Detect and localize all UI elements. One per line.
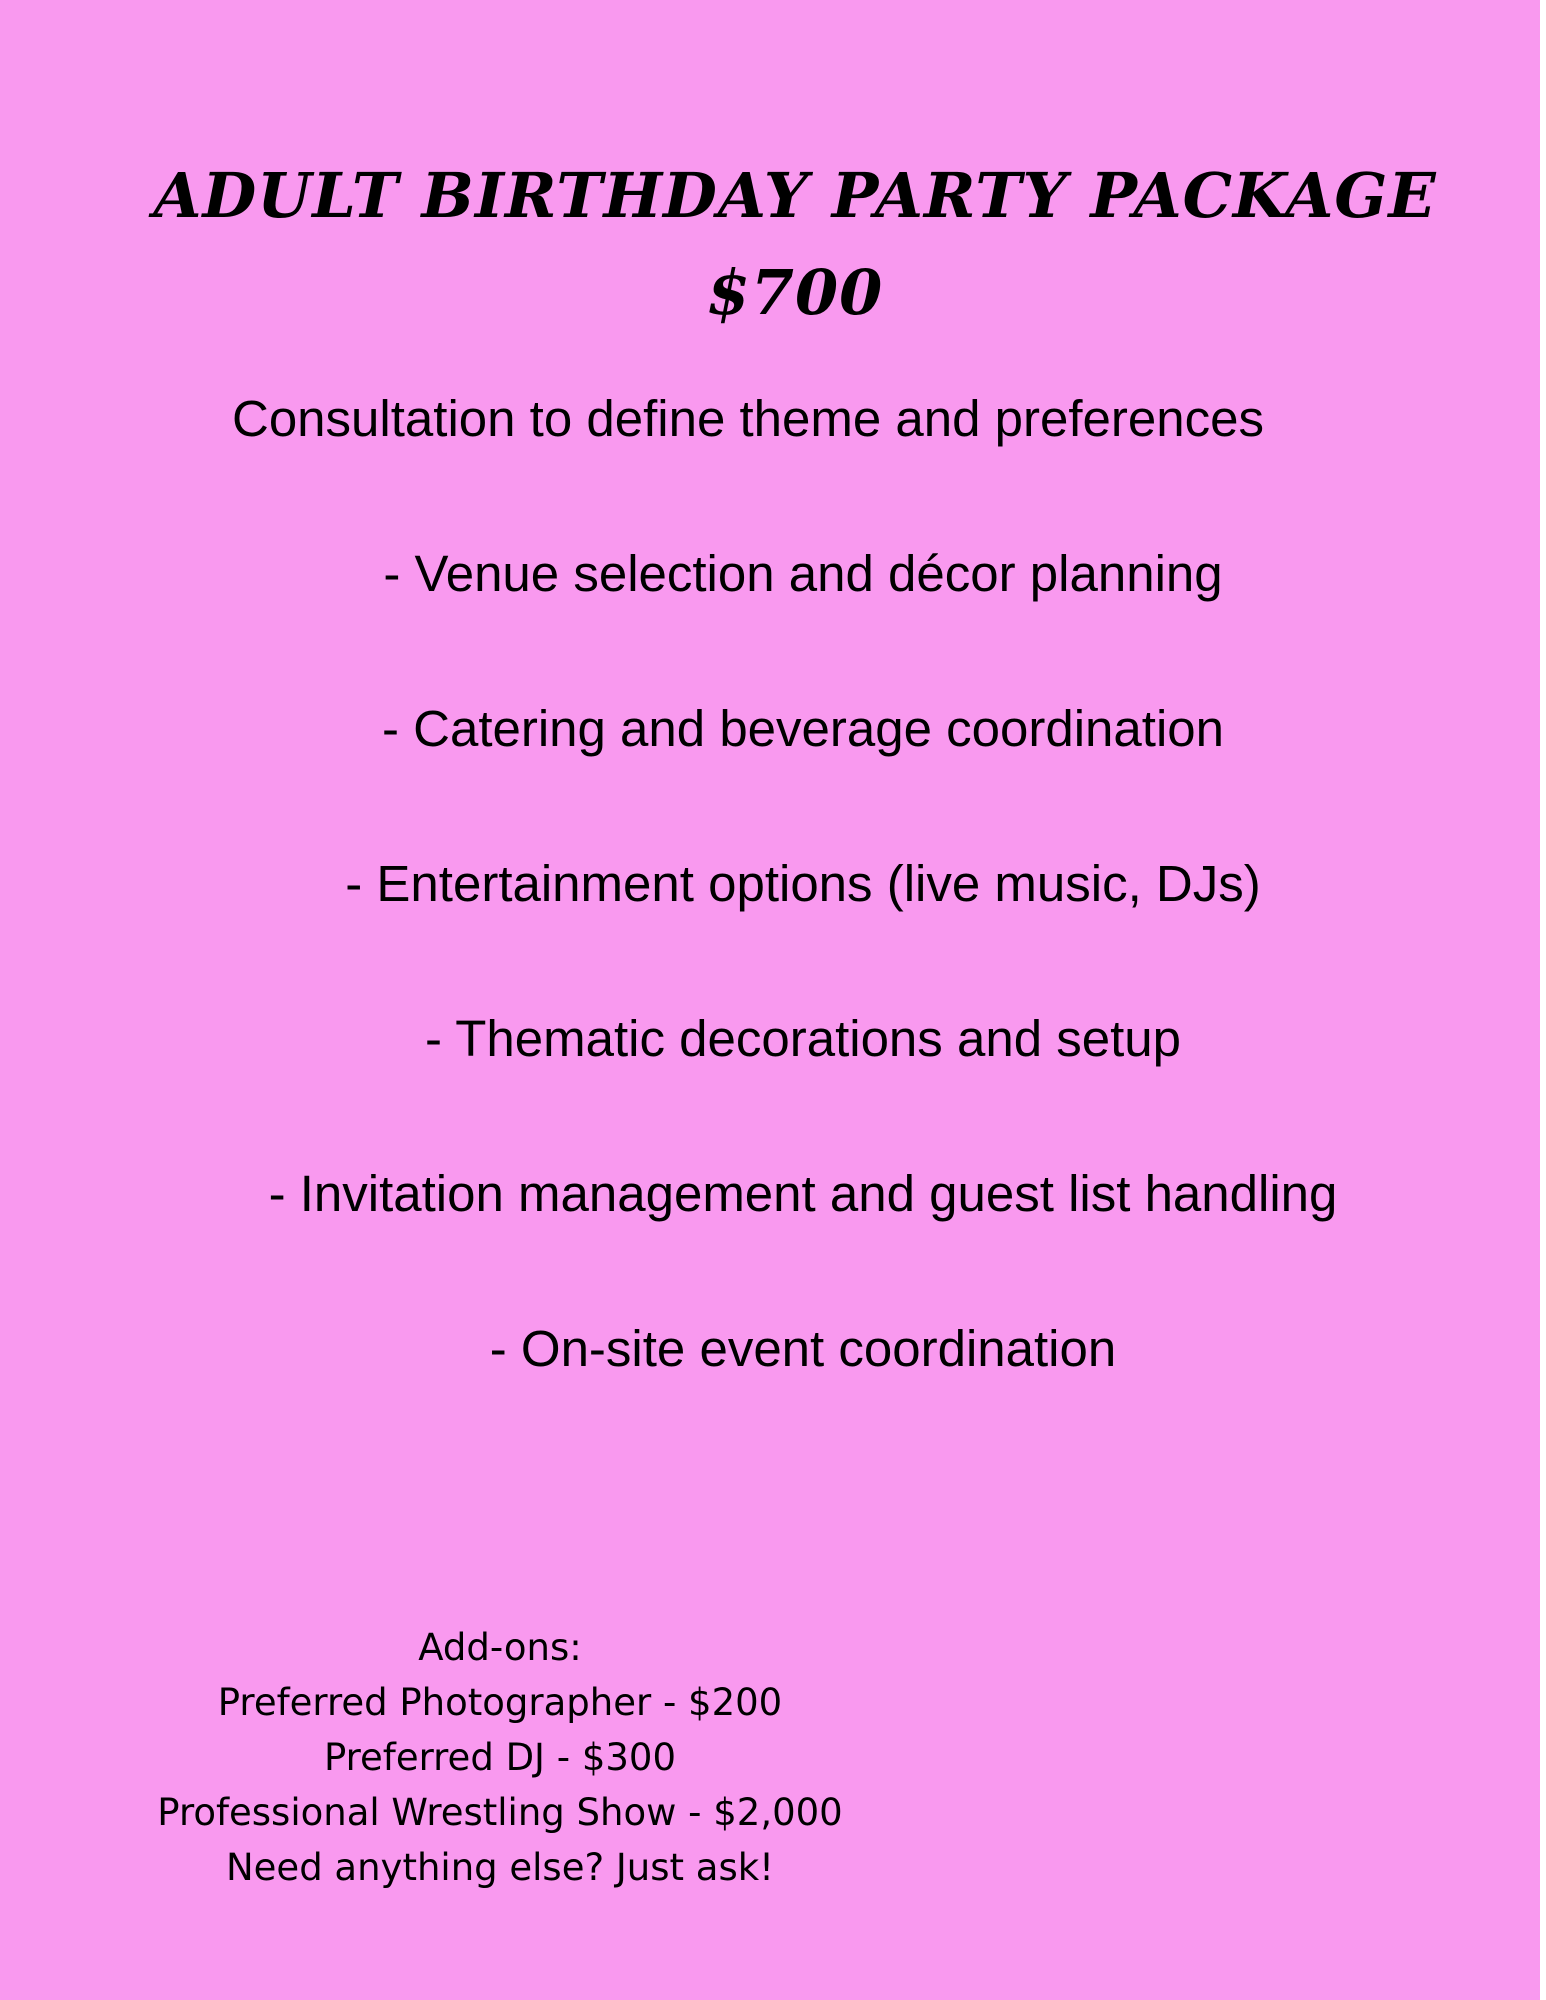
package-price: $700 bbox=[706, 256, 884, 329]
addon-item-photographer: Preferred Photographer - $200 bbox=[217, 1681, 783, 1724]
addon-item-wrestling: Professional Wrestling Show - $2,000 bbox=[157, 1791, 843, 1834]
service-item-decorations: - Thematic decorations and setup bbox=[425, 1010, 1181, 1067]
services-list bbox=[0, 545, 1546, 1478]
addon-item-dj: Preferred DJ - $300 bbox=[323, 1736, 677, 1779]
page-edge-strip bbox=[1540, 0, 1546, 2000]
consultation-line bbox=[0, 390, 1546, 447]
service-item-venue: - Venue selection and décor planning bbox=[383, 545, 1223, 602]
service-item-catering: - Catering and beverage coordination bbox=[381, 700, 1225, 757]
service-item-entertainment: - Entertainment options (live music, DJs) bbox=[345, 855, 1261, 912]
addons-footer-note: Need anything else? Just ask! bbox=[225, 1846, 774, 1889]
package-title: ADULT BIRTHDAY PARTY PACKAGE bbox=[153, 159, 1437, 232]
addons-heading: Add-ons: bbox=[418, 1626, 582, 1669]
addons-section bbox=[110, 1620, 890, 1895]
consultation-text: Consultation to define theme and preferences bbox=[231, 390, 1264, 447]
service-item-coordination: - On-site event coordination bbox=[489, 1320, 1117, 1377]
service-item-invitations: - Invitation management and guest list handling bbox=[268, 1165, 1338, 1222]
